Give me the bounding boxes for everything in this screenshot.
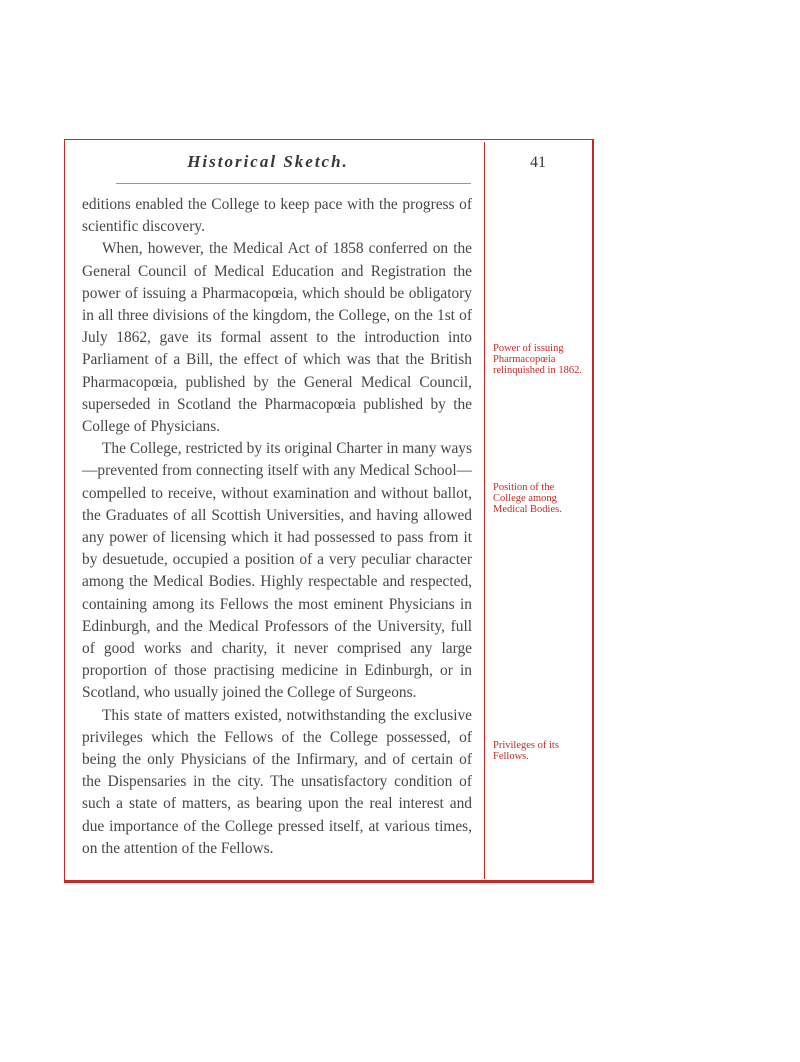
margin-note-pharmacopoeia: Power of issuing Pharmacopœia relinquished in 1862. — [493, 343, 582, 376]
running-title: Historical Sketch. — [187, 152, 349, 171]
margin-note-position: Position of the College among Medical Bodies. — [493, 482, 562, 515]
page-number: 41 — [530, 154, 546, 171]
paragraph-continued: editions enabled the College to keep pace with the progress of scientific discovery. — [82, 196, 472, 236]
header-rule — [116, 183, 471, 184]
paragraph-fellows-privileges: This state of matters existed, notwithstanding the exclusive privileges which the Fellows of the College possessed, of being the only Physicians of the Infirmary, and of certain of the Dispensaries in the city. The unsatisfactory condition of such a state of matters, as bearing upon the real interest and due importance of the College pressed itself, at various times, on the attention of the Fellows. — [82, 706, 472, 857]
margin-column-rule — [484, 142, 485, 879]
margin-note-privileges: Privileges of its Fellows. — [493, 740, 559, 762]
paragraph-college-position: The College, restricted by its original Charter in many ways—prevented from connecting itself with any Medical School—compelled to receive, without examination and without ballot, the Graduates of all Scottish Universities, and having allowed any power of licensing which it had possessed to pass from it by desuetude, occupied a position of a very peculiar character among the Medical Bodies. Highly respectable and respected, containing among its Fellows the most eminent Physicians in Edinburgh, and the Medical Professors of the University, full of good works and charity, it never comprised any large proportion of those practising medicine in Edinburgh, or in Scotland, who usually joined the College of Surgeons. — [82, 440, 472, 702]
paragraph-medical-act: When, however, the Medical Act of 1858 conferred on the General Council of Medical Education and Registration the power of issuing a Pharmacopœia, which should be obligatory in all three divisions of the kingdom, the College, on the 1st of July 1862, gave its formal assent to the introduction into Parliament of a Bill, the effect of which was that the British Pharmacopœia, published by the General Medical Council, superseded in Scotland the Pharmacopœia published by the College of Physicians. — [82, 240, 472, 436]
body-text — [82, 194, 472, 860]
